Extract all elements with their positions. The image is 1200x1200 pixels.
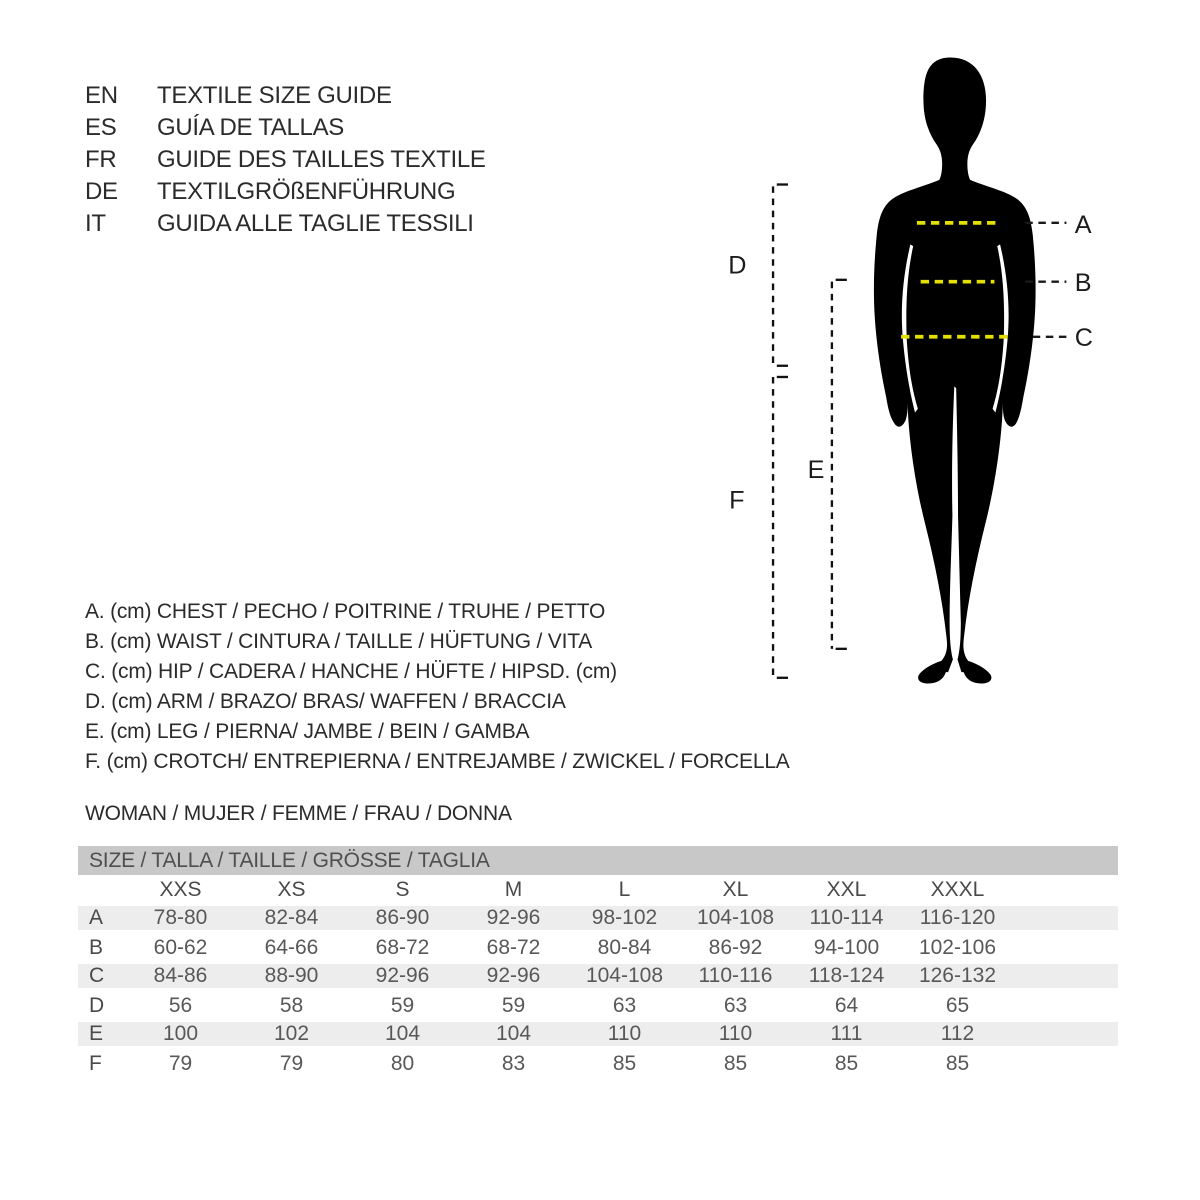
gender-line: WOMAN / MUJER / FEMME / FRAU / DONNA	[85, 802, 512, 825]
cell-d-l: 63	[612, 993, 637, 1017]
table-row-c	[78, 962, 1118, 991]
lang-code-it: IT	[85, 210, 106, 237]
cell-b-m: 68-72	[486, 935, 541, 959]
cell-a-xs: 82-84	[264, 906, 319, 929]
title-row-fr	[85, 144, 486, 176]
cell-f-m: 83	[501, 1051, 526, 1075]
cell-e-m: 104	[495, 1022, 532, 1045]
cell-c-xxs: 84-86	[153, 964, 208, 987]
lang-code-fr: FR	[85, 146, 117, 173]
cell-b-xl: 86-92	[708, 935, 763, 959]
cell-d-xxxl: 65	[945, 993, 970, 1017]
figure-label-f: F	[729, 486, 745, 515]
legend-line-e: E. (cm) LEG / PIERNA/ JAMBE / BEIN / GAMBA	[85, 720, 530, 743]
col-xxs: XXS	[159, 877, 202, 901]
size-table-header: SIZE / TALLA / TAILLE / GRÖSSE / TAGLIA	[78, 846, 1118, 875]
legend-line-b: B. (cm) WAIST / CINTURA / TAILLE / HÜFTUNG / VITA	[85, 630, 593, 653]
col-xs: XS	[277, 877, 306, 901]
cell-e-xs: 102	[273, 1022, 310, 1045]
cell-c-s: 92-96	[375, 964, 430, 987]
cell-e-xl: 110	[718, 1022, 753, 1045]
title-text-it: GUIDA ALLE TAGLIE TESSILI	[157, 210, 474, 237]
cell-d-s: 59	[390, 993, 415, 1017]
cell-e-xxl: 111	[830, 1022, 863, 1045]
cell-c-xxxl: 126-132	[918, 964, 997, 987]
figure-label-b: B	[1074, 269, 1092, 298]
table-row-e	[78, 1020, 1118, 1049]
size-table-columns-row	[78, 875, 1118, 904]
cell-b-xxs: 60-62	[153, 935, 208, 959]
cell-d-xs: 58	[279, 993, 304, 1017]
title-language-block	[85, 80, 486, 240]
cell-f-s: 80	[390, 1051, 415, 1075]
title-row-es	[85, 112, 486, 144]
legend-line-f: F. (cm) CROTCH/ ENTREPIERNA / ENTREJAMBE / ZWICKEL / FORCELLA	[85, 750, 790, 773]
col-xxl: XXL	[826, 877, 867, 901]
cell-a-xxl: 110-114	[809, 906, 884, 929]
cell-e-l: 110	[607, 1022, 642, 1045]
cell-e-xxxl: 112	[940, 1022, 975, 1045]
table-row-d	[78, 991, 1118, 1020]
table-row-b	[78, 933, 1118, 962]
title-row-de	[85, 176, 486, 208]
cell-a-l: 98-102	[591, 906, 658, 929]
col-m: M	[504, 877, 523, 901]
title-row-en	[85, 80, 486, 112]
cell-b-xxl: 94-100	[813, 935, 880, 959]
lang-code-es: ES	[85, 114, 117, 141]
table-row-f	[78, 1049, 1118, 1078]
row-label-e: E	[89, 1022, 104, 1045]
cell-f-xxs: 79	[168, 1051, 193, 1075]
cell-e-s: 104	[384, 1022, 421, 1045]
row-label-d: D	[89, 993, 105, 1017]
title-text-en: TEXTILE SIZE GUIDE	[157, 82, 392, 109]
col-l: L	[618, 877, 631, 901]
cell-b-xxxl: 102-106	[918, 935, 997, 959]
row-label-b: B	[89, 935, 104, 959]
legend-line-a: A. (cm) CHEST / PECHO / POITRINE / TRUHE / PETTO	[85, 600, 606, 623]
row-label-f: F	[89, 1051, 102, 1075]
table-row-a	[78, 904, 1118, 933]
title-text-fr: GUIDE DES TAILLES TEXTILE	[157, 146, 486, 173]
cell-f-xl: 85	[723, 1051, 748, 1075]
title-row-it	[85, 208, 486, 240]
cell-f-l: 85	[612, 1051, 637, 1075]
cell-a-s: 86-90	[375, 906, 430, 929]
figure-label-e: E	[807, 455, 825, 484]
title-text-es: GUÍA DE TALLAS	[157, 114, 344, 141]
figure-label-c: C	[1074, 324, 1094, 353]
figure-label-a: A	[1074, 211, 1092, 240]
cell-c-m: 92-96	[486, 964, 541, 987]
col-s: S	[395, 877, 410, 901]
cell-d-xxl: 64	[834, 993, 859, 1017]
cell-f-xxl: 85	[834, 1051, 859, 1075]
lang-code-en: EN	[85, 82, 118, 109]
lang-code-de: DE	[85, 178, 118, 205]
legend-line-c: C. (cm) HIP / CADERA / HANCHE / HÜFTE / HIPSD. (cm)	[85, 660, 617, 683]
col-xxxl: XXXL	[930, 877, 985, 901]
row-label-a: A	[89, 906, 104, 929]
cell-c-xs: 88-90	[264, 964, 319, 987]
cell-a-xxs: 78-80	[153, 906, 208, 929]
cell-c-xl: 110-116	[698, 964, 773, 987]
cell-f-xxxl: 85	[945, 1051, 970, 1075]
cell-b-xs: 64-66	[264, 935, 319, 959]
cell-d-xl: 63	[723, 993, 748, 1017]
title-text-de: TEXTILGRÖßENFÜHRUNG	[157, 178, 456, 205]
row-label-c: C	[89, 964, 105, 987]
figure-label-d: D	[728, 251, 747, 280]
col-xl: XL	[722, 877, 749, 901]
cell-f-xs: 79	[279, 1051, 304, 1075]
legend-line-d: D. (cm) ARM / BRAZO/ BRAS/ WAFFEN / BRACCIA	[85, 690, 566, 713]
cell-a-xxxl: 116-120	[919, 906, 996, 929]
cell-e-xxs: 100	[162, 1022, 199, 1045]
cell-d-m: 59	[501, 993, 526, 1017]
cell-a-xl: 104-108	[696, 906, 775, 929]
cell-b-s: 68-72	[375, 935, 430, 959]
cell-d-xxs: 56	[168, 993, 193, 1017]
cell-c-l: 104-108	[585, 964, 664, 987]
size-table	[78, 846, 1118, 1078]
cell-c-xxl: 118-124	[808, 964, 885, 987]
measurement-legend	[85, 597, 790, 777]
cell-a-m: 92-96	[486, 906, 541, 929]
cell-b-l: 80-84	[597, 935, 652, 959]
